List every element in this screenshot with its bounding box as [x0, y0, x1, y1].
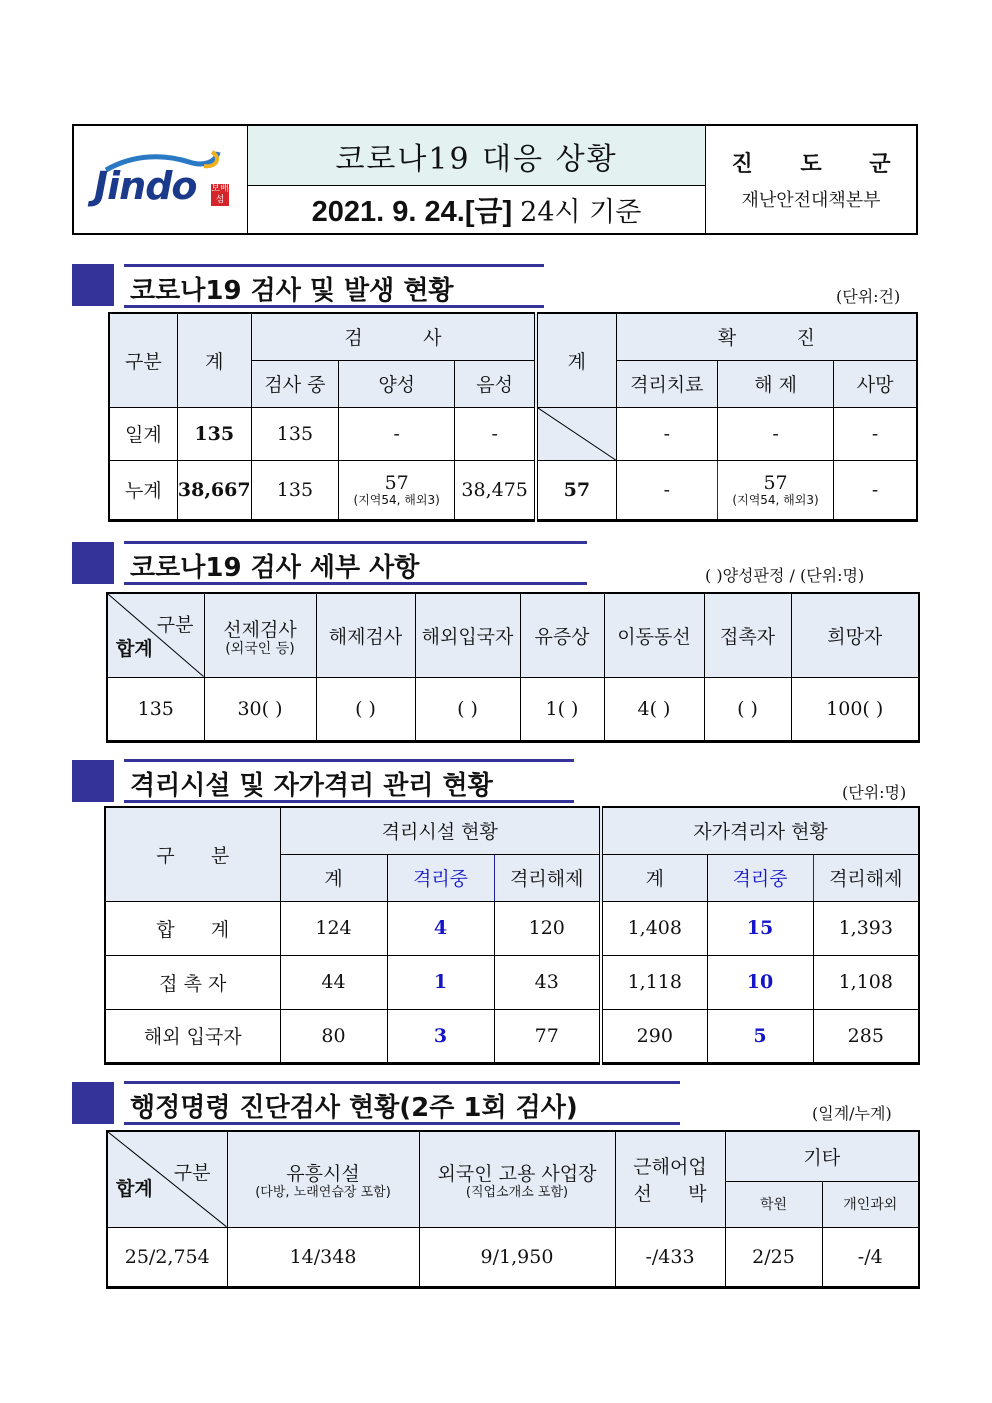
diagonal-line-icon — [538, 408, 616, 460]
cell-s-isolating: 15 — [707, 901, 813, 955]
entertainment-note: (다방, 노래연습장 포함) — [255, 1184, 391, 1200]
header-foreign-workplace — [419, 1131, 615, 1227]
header-corner — [107, 1131, 227, 1227]
org-dept: 재난안전대책본부 — [741, 190, 881, 211]
section2-unit: ( )양성판정 / (단위:명) — [705, 566, 865, 585]
header-other: 기타 — [725, 1131, 919, 1181]
cell-death: - — [834, 407, 917, 460]
admin-order-test-table — [106, 1130, 920, 1289]
jindo-logo — [74, 126, 248, 233]
cell-s-isolating: 5 — [707, 1009, 813, 1063]
header-tutoring: 개인과외 — [822, 1181, 919, 1227]
foreign-workplace-note: (직업소개소 포함) — [465, 1184, 569, 1200]
header-voluntary: 희망자 — [791, 593, 919, 677]
report-date-time: 24시 기준 — [520, 197, 642, 228]
table-row — [105, 901, 919, 955]
preemptive-label: 선제검사 — [223, 618, 297, 641]
row-label: 접 촉 자 — [105, 955, 280, 1009]
fishing-line2: 선 박 — [633, 1183, 707, 1206]
row-label: 누계 — [109, 460, 177, 520]
report-date-bold: 2021. 9. 24.[금] — [311, 196, 513, 228]
cell-s-total: 290 — [601, 1009, 707, 1063]
corner-bottom-label: 합계 — [116, 1177, 153, 1200]
cell-positive: - — [339, 407, 455, 460]
cell-testing: 135 — [251, 460, 338, 520]
released-note: (지역54, 해외3) — [732, 492, 819, 507]
section1-unit: (단위:건) — [836, 287, 901, 306]
section4-title: 행정명령 진단검사 현황(2주 1회 검사) — [124, 1081, 680, 1125]
cell-f-total: 80 — [280, 1009, 387, 1063]
foreign-workplace-label: 외국인 고용 사업장 — [437, 1162, 597, 1185]
cell-f-isolating: 3 — [387, 1009, 494, 1063]
table-row-cumulative — [109, 460, 917, 520]
header-total: 계 — [177, 313, 251, 407]
table-row — [107, 677, 919, 741]
header-confirmed-group: 확 진 — [616, 313, 917, 360]
table-row-daily — [109, 407, 917, 460]
organization — [706, 126, 916, 233]
header-s-released: 격리해제 — [813, 854, 919, 901]
cell-negative: - — [455, 407, 536, 460]
cell-symptomatic: 1( ) — [520, 677, 604, 741]
cell-overseas: ( ) — [415, 677, 520, 741]
header-positive: 양성 — [339, 360, 455, 407]
section3-unit: (단위:명) — [842, 783, 907, 802]
row-label: 일계 — [109, 407, 177, 460]
cell-f-released: 43 — [494, 955, 601, 1009]
preemptive-note: (외국인 등) — [225, 640, 295, 657]
corner-top-label: 구분 — [156, 614, 194, 636]
header-negative: 음성 — [455, 360, 536, 407]
header-f-isolating: 격리중 — [387, 854, 494, 901]
cell-f-isolating: 1 — [387, 955, 494, 1009]
cell-positive — [339, 460, 455, 520]
section-marker-icon — [72, 760, 114, 802]
page-title: 코로나19 대응 상황 — [248, 126, 705, 186]
entertainment-label: 유흥시설 — [286, 1162, 360, 1185]
cell-f-released: 77 — [494, 1009, 601, 1063]
header-banner — [72, 124, 918, 235]
header-facility: 격리시설 현황 — [280, 807, 601, 854]
cell-released — [717, 460, 833, 520]
table-row — [107, 1227, 919, 1287]
section3-title: 격리시설 및 자가격리 관리 현황 — [124, 759, 574, 803]
test-detail-table — [106, 592, 920, 743]
header-s-total: 계 — [601, 854, 707, 901]
cell-isolation: - — [616, 460, 717, 520]
cell-f-released: 120 — [494, 901, 601, 955]
header-contact: 접촉자 — [704, 593, 791, 677]
fishing-line1: 근해어업 — [633, 1156, 707, 1179]
header-release-test: 해제검사 — [316, 593, 415, 677]
header-f-released: 격리해제 — [494, 854, 601, 901]
section-marker-icon — [72, 264, 114, 306]
section2-title: 코로나19 검사 세부 사항 — [124, 541, 587, 585]
cell-total: 38,667 — [177, 460, 251, 520]
section-marker-icon — [72, 542, 114, 584]
cell-f-total: 44 — [280, 955, 387, 1009]
released-value: 57 — [763, 471, 788, 494]
header-s-isolating: 격리중 — [707, 854, 813, 901]
cell-voluntary: 100( ) — [791, 677, 919, 741]
report-date — [248, 186, 705, 233]
test-status-table — [108, 312, 918, 522]
header-self-isolation: 자가격리자 현황 — [601, 807, 919, 854]
org-name: 진 도 군 — [731, 152, 911, 177]
cell-entertainment: 14/348 — [227, 1227, 419, 1287]
section1-title: 코로나19 검사 및 발생 현황 — [124, 264, 544, 308]
cell-s-isolating: 10 — [707, 955, 813, 1009]
cell-s-released: 1,108 — [813, 955, 919, 1009]
cell-isolation: - — [616, 407, 717, 460]
isolation-table — [104, 806, 920, 1065]
cell-negative: 38,475 — [455, 460, 536, 520]
header-entertainment — [227, 1131, 419, 1227]
cell-s-released: 1,393 — [813, 901, 919, 955]
corner-top-label: 구분 — [173, 1162, 211, 1184]
cell-release-test: ( ) — [316, 677, 415, 741]
header-test-group: 검 사 — [251, 313, 536, 360]
table-row — [105, 955, 919, 1009]
cell-released: - — [717, 407, 833, 460]
cell-movement: 4( ) — [604, 677, 704, 741]
header-f-total: 계 — [280, 854, 387, 901]
positive-note: (지역54, 해외3) — [353, 492, 440, 507]
cell-s-released: 285 — [813, 1009, 919, 1063]
cell-foreign-workplace: 9/1,950 — [419, 1227, 615, 1287]
cell-death: - — [834, 460, 917, 520]
header-category: 구분 — [109, 313, 177, 407]
cell-academy: 2/25 — [725, 1227, 822, 1287]
cell-tutoring: -/4 — [822, 1227, 919, 1287]
header-corner — [107, 593, 204, 677]
header-testing: 검사 중 — [251, 360, 338, 407]
cell-confirmed-total: 57 — [536, 460, 616, 520]
cell-total: 135 — [177, 407, 251, 460]
section-marker-icon — [72, 1082, 114, 1124]
banner-titles — [248, 126, 706, 233]
row-label: 합 계 — [105, 901, 280, 955]
cell-f-total: 124 — [280, 901, 387, 955]
cell-fishing: -/433 — [615, 1227, 725, 1287]
table-row — [105, 1009, 919, 1063]
section4-unit: (일계/누계) — [812, 1104, 892, 1123]
cell-s-total: 1,408 — [601, 901, 707, 955]
row-label: 해외 입국자 — [105, 1009, 280, 1063]
cell-contact: ( ) — [704, 677, 791, 741]
header-academy: 학원 — [725, 1181, 822, 1227]
cell-f-isolating: 4 — [387, 901, 494, 955]
header-preemptive — [204, 593, 316, 677]
header-overseas: 해외입국자 — [415, 593, 520, 677]
cell-preemptive: 30( ) — [204, 677, 316, 741]
logo-seal: 보배섬 — [211, 184, 229, 205]
cell-total: 25/2,754 — [107, 1227, 227, 1287]
logo-text: Jindo — [94, 164, 197, 208]
cell-total: 135 — [107, 677, 204, 741]
positive-value: 57 — [384, 471, 409, 494]
header-death: 사망 — [834, 360, 917, 407]
cell-confirmed-total-empty — [536, 407, 616, 460]
cell-testing: 135 — [251, 407, 338, 460]
header-confirmed-total: 계 — [536, 313, 616, 407]
header-movement: 이동동선 — [604, 593, 704, 677]
header-symptomatic: 유증상 — [520, 593, 604, 677]
corner-bottom-label: 합계 — [116, 637, 153, 660]
header-released: 해 제 — [717, 360, 833, 407]
header-fishing — [615, 1131, 725, 1227]
cell-s-total: 1,118 — [601, 955, 707, 1009]
header-isolation: 격리치료 — [616, 360, 717, 407]
header-category: 구 분 — [105, 807, 280, 901]
